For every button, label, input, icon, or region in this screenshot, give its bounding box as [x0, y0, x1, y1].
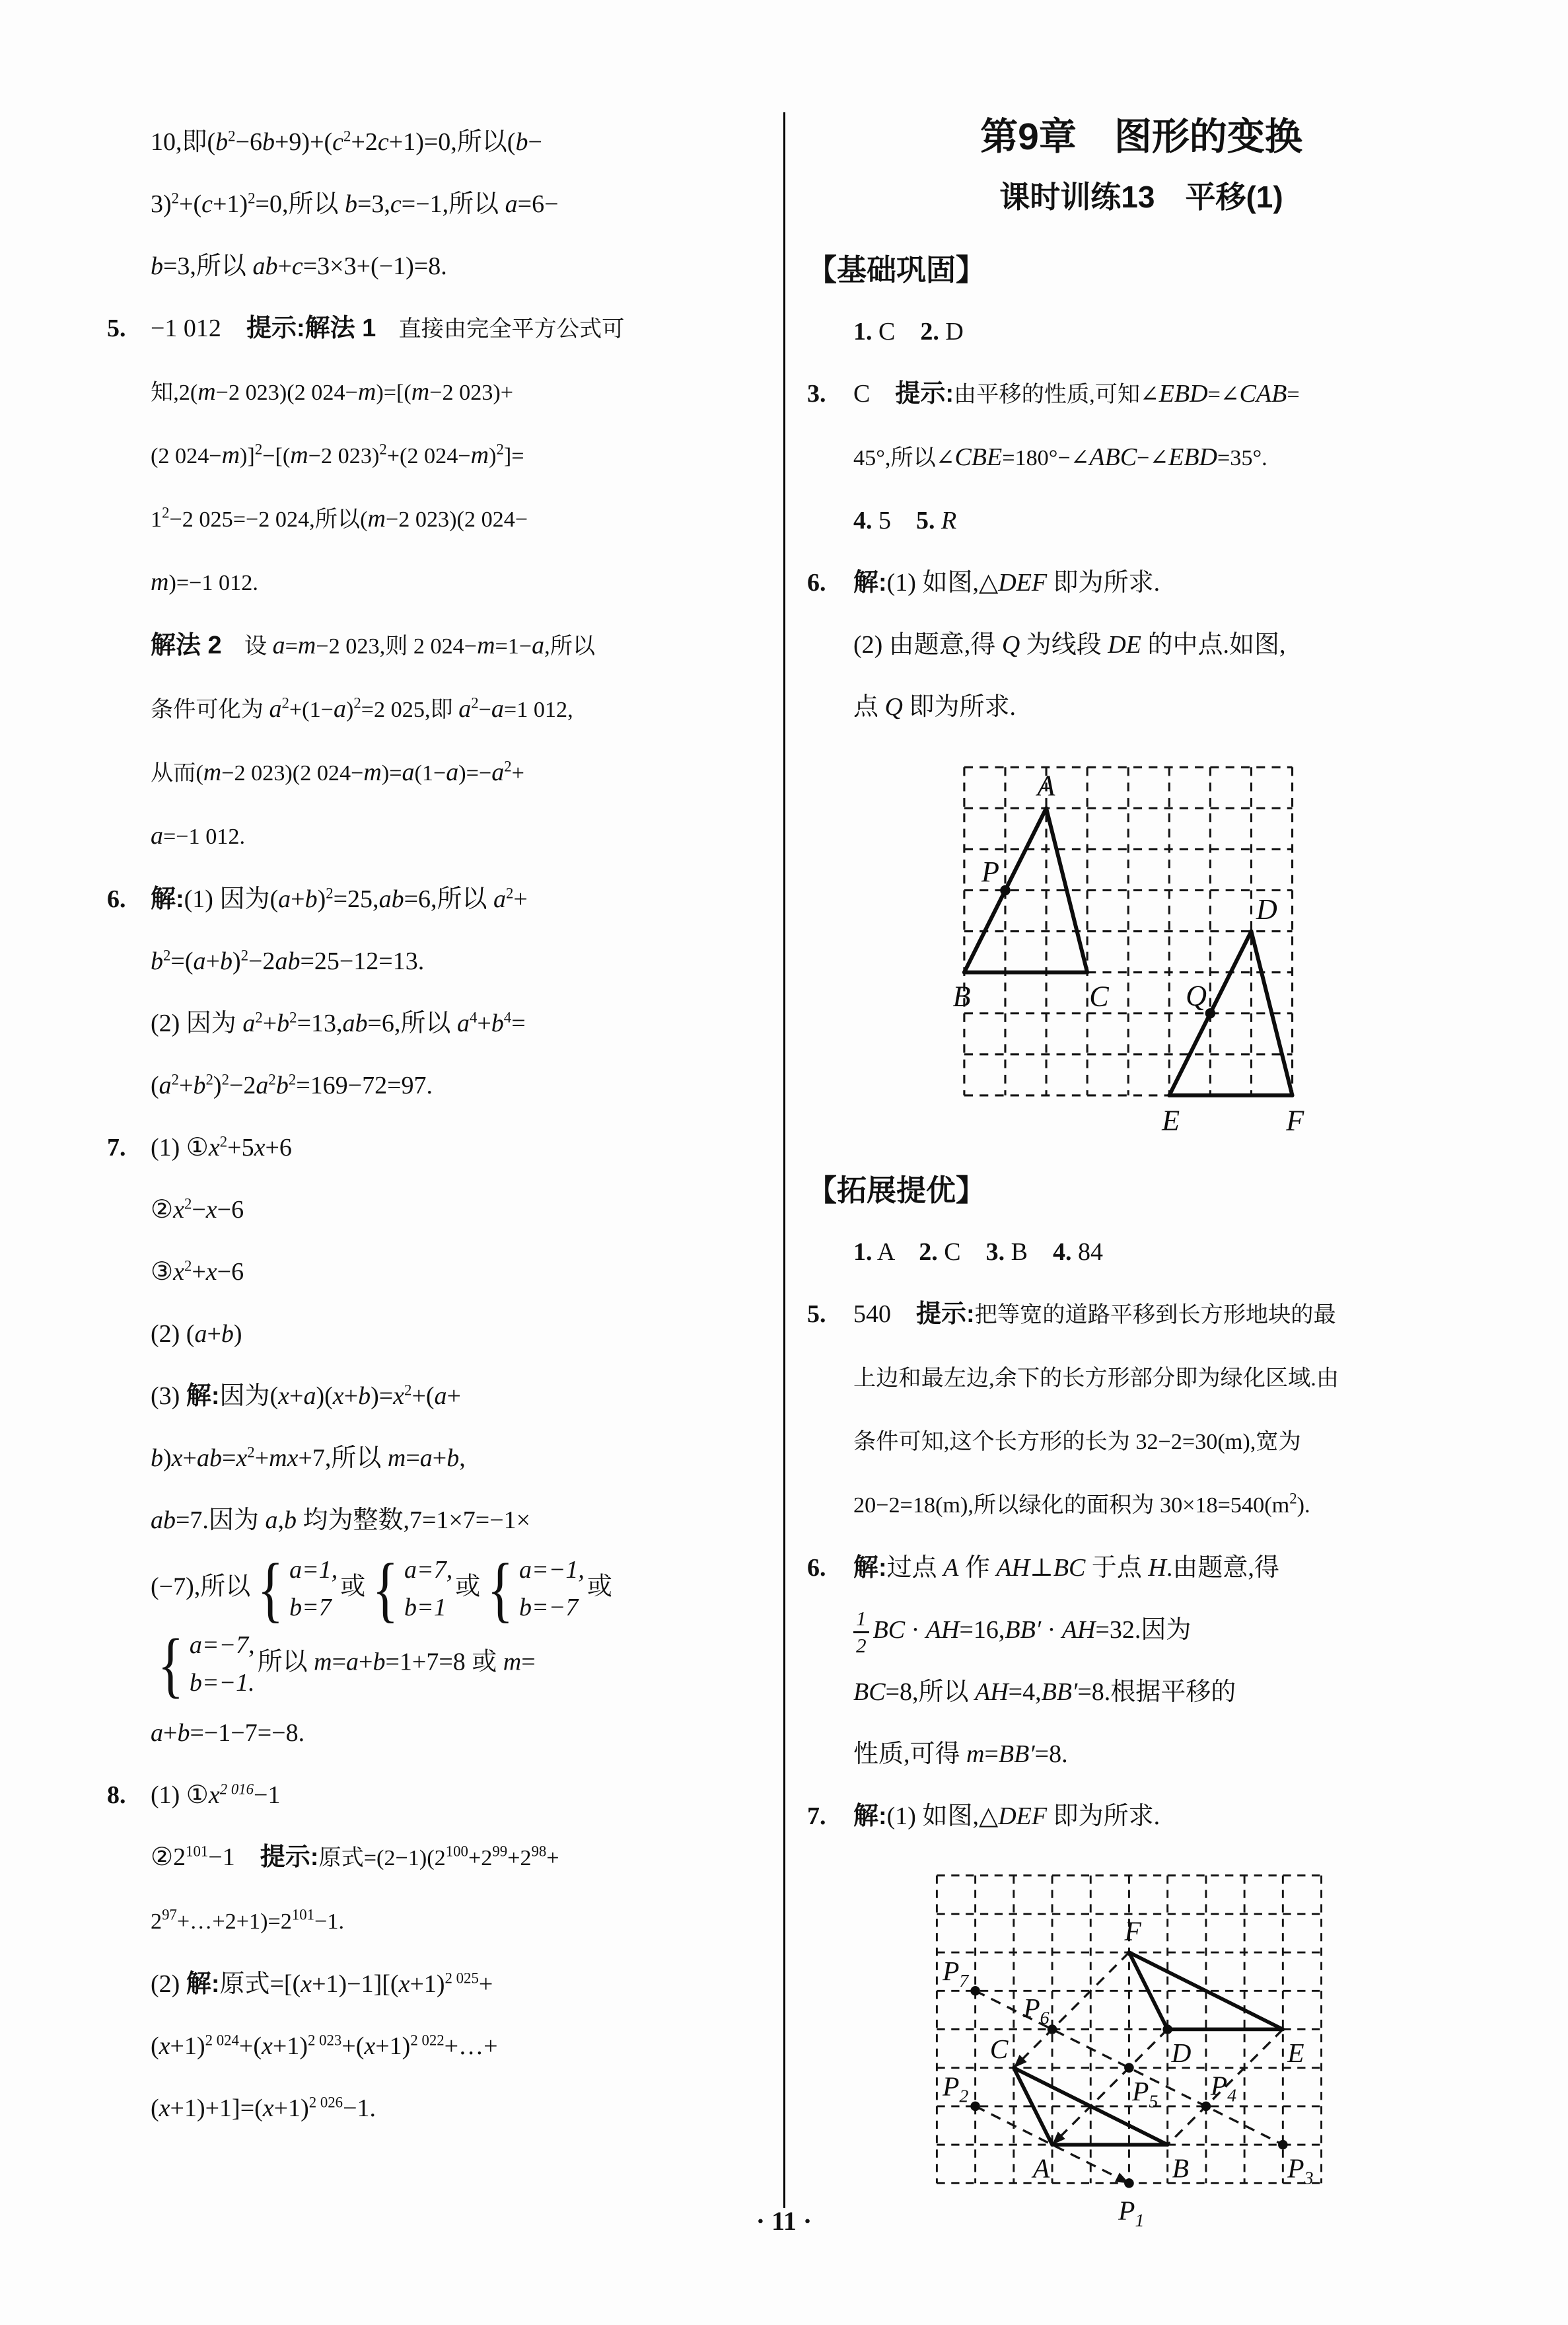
- figure-2: [807, 1859, 1476, 2236]
- text-line: $(a^2+b^2)^2-2a^2b^2=169-72=97$.: [151, 1071, 433, 1099]
- chapter-title: 第9章 图形的变换: [980, 116, 1302, 158]
- text-line: 7. 解:(1) 如图,△DEF 即为所求.: [807, 1802, 1160, 1830]
- svg-text:P7: $P_7$: [942, 1955, 968, 1992]
- text-line: $1^2-2$ 025=−2 024,所以(m−2 023)(2 024−: [151, 504, 528, 533]
- svg-text:A: A: [1036, 769, 1055, 802]
- text-line: 3. C 提示:由平移的性质,可知∠EBD=∠CAB=: [807, 380, 1300, 408]
- text-line: $\frac{1}{2}$ BC · AH=16,BB′ · AH=32.因为: [807, 1599, 1476, 1661]
- svg-text:B: B: [1172, 2153, 1189, 2184]
- text-line: $③x^2+x-6$: [151, 1257, 244, 1286]
- text-line: a=−1 012.: [151, 822, 246, 850]
- text-line: 10,即$(b^2-6b+9)+(c^2+2c+1)=0$,所以(b−: [151, 128, 542, 156]
- text-line: (2) 解:原式$=[(x+1)-1][(x+1)^{2 025}+$: [151, 1970, 493, 1998]
- section-advanced: 【拓展提优】: [807, 1173, 986, 1207]
- svg-text:D: D: [1171, 2037, 1191, 2068]
- section-basic: 【基础巩固】: [807, 253, 986, 287]
- svg-text:P: P: [981, 855, 999, 888]
- text-line: 45°,所以∠CBE=180°−∠ABC−∠EBD=35°.: [853, 443, 1267, 472]
- text-line: b=3,所以 ab+c=3×3+(−1)=8.: [151, 252, 447, 280]
- text-line: 1. A 2. C 3. B 4. 84: [853, 1237, 1103, 1266]
- text-line: 5. 540 提示:把等宽的道路平移到长方形地块的最: [807, 1300, 1336, 1328]
- svg-text:A: A: [1032, 2153, 1050, 2184]
- left-lines: [107, 111, 771, 2139]
- text-line: 解法 2 设 a=m−2 023,则 2 024−m=1−a,所以: [151, 632, 596, 659]
- svg-text:P6: $P_6$: [1022, 1992, 1050, 2028]
- text-line: BC=8,所以 AH=4,BB′=8.根据平移的: [853, 1678, 1236, 1706]
- text-line: 从而(m−2 023)(2 $024-m)=a(1-a)=-a^2+$: [151, 758, 524, 786]
- text-line: 6. 解:(1) 如图,△DEF 即为所求.: [807, 569, 1160, 597]
- text-line: 上边和最左边,余下的长方形部分即为绿化区域.由: [853, 1366, 1339, 1391]
- svg-text:Q: Q: [1185, 979, 1207, 1012]
- text-line: 6. 解:过点 A 作 AH⊥BC 于点 H.由题意,得: [807, 1553, 1279, 1582]
- figure-1: [807, 750, 1476, 1151]
- text-line: (3) 解:因为$(x+a)(x+b)=x^2+(a+$: [151, 1382, 461, 1410]
- text-line: $b)x+ab=x^2+mx+7$,所以 m=a+b,: [151, 1444, 466, 1472]
- svg-text:F: F: [1123, 1915, 1141, 1946]
- text-line: (2 024−m)]$^2$−[(m−2 023)$^2$+(2 024−m)$^2$]=: [151, 441, 524, 469]
- page-number: · 11 ·: [756, 2206, 812, 2236]
- column-divider: [783, 112, 785, 2208]
- svg-text:E: E: [1161, 1104, 1180, 1137]
- text-line: (2) 因为 $a^2+b^2=13,ab=6$,所以 $a^4+b^4=$: [151, 1009, 526, 1037]
- svg-text:C: C: [1088, 980, 1109, 1013]
- text-line: $b^2=(a+b)^2-2ab=25-12=13$.: [151, 947, 425, 975]
- text-line: (−7),所以 { a=1, b=7 或 { a=7, b=1 或 { a=−1, b=−7 或: [151, 1548, 612, 1629]
- text-line: 1. C 2. D: [853, 318, 964, 346]
- text-line: (2) (a+b): [151, 1320, 242, 1348]
- grid-diagram-1: [948, 750, 1335, 1144]
- left-column: [107, 111, 771, 2139]
- basic-lines: [807, 301, 1476, 738]
- text-line: 4. 5 5. R: [853, 507, 957, 535]
- svg-text:P1: $P_1$: [1118, 2195, 1144, 2229]
- svg-text:P2: $P_2$: [942, 2071, 968, 2107]
- text-line: $3)^2+(c+1)^2=0$,所以 b=3,c=−1,所以 a=6−: [151, 190, 559, 218]
- text-line: 7. (1) $①x^2+5x+6$: [107, 1133, 292, 1162]
- svg-text:P3: $P_3$: [1287, 2153, 1314, 2189]
- grid-diagram-2: [922, 1859, 1361, 2229]
- svg-text:E: E: [1287, 2037, 1304, 2068]
- lesson-title: 课时训练13 平移(1): [999, 180, 1283, 215]
- text-line: $(x+1)+1]=(x+1)^{2 026}-1$.: [151, 2094, 376, 2122]
- text-line: $(x+1)^{2 024}+(x+1)^{2 023}+(x+1)^{2 022}+\dots+$: [151, 2032, 498, 2060]
- text-line: 条件可知,这个长方形的长为 32−2=30(m),宽为: [853, 1429, 1301, 1454]
- text-line: 5. −1 012 提示:解法 1 直接由完全平方公式可: [107, 314, 625, 342]
- svg-text:D: D: [1256, 893, 1277, 926]
- text-line: (2) 由题意,得 Q 为线段 DE 的中点.如图,: [853, 631, 1286, 659]
- text-line: 20−2=18(m),所以绿化的面积为 $30\times 18=540(m^2)$.: [853, 1490, 1310, 1518]
- text-line: { a=−7, b=−1. 所以 m=a+b=1+7=8 或 m=: [157, 1623, 536, 1705]
- svg-text:P4: $P_4$: [1210, 2070, 1236, 2106]
- svg-text:C: C: [989, 2034, 1008, 2065]
- text-line: $2^{97}+\dots+2+1)=2^{101}-1$.: [151, 1906, 344, 1934]
- right-column: [807, 111, 1476, 2245]
- text-line: 6. 解:(1) 因为$(a+b)^2=25,ab=6$,所以 $a^2+$: [107, 885, 528, 913]
- text-line: m)=−1 012.: [151, 568, 258, 596]
- text-line: 8. (1) $①x^{2 016}-1$: [107, 1781, 281, 1809]
- text-line: 性质,可得 m=BB′=8.: [853, 1740, 1068, 1768]
- advanced-lines: [807, 1221, 1476, 1847]
- svg-text:B: B: [952, 980, 970, 1013]
- text-line: a+b=−1−7=−8.: [151, 1719, 305, 1747]
- text-line: 知,2(m−2 023)(2 024−m)=[(m−2 023)+: [151, 378, 514, 406]
- text-line: $②2^{101}-1$ 提示:原式$=(2-1)(2^{100}+2^{99}+2^{98}+$: [151, 1843, 559, 1871]
- text-line: 点 Q 即为所求.: [853, 693, 1016, 721]
- text-line: ab=7.因为 a,b 均为整数,7=1×7=−1×: [151, 1506, 531, 1534]
- text-line: 条件可化为 $a^2+(1-a)^2=2$ 025,即 $a^2-a=1$ 012,: [151, 694, 573, 723]
- svg-text:P5: $P_5$: [1131, 2076, 1158, 2112]
- text-line: $②x^2-x-6$: [151, 1195, 244, 1224]
- svg-text:F: F: [1285, 1104, 1304, 1137]
